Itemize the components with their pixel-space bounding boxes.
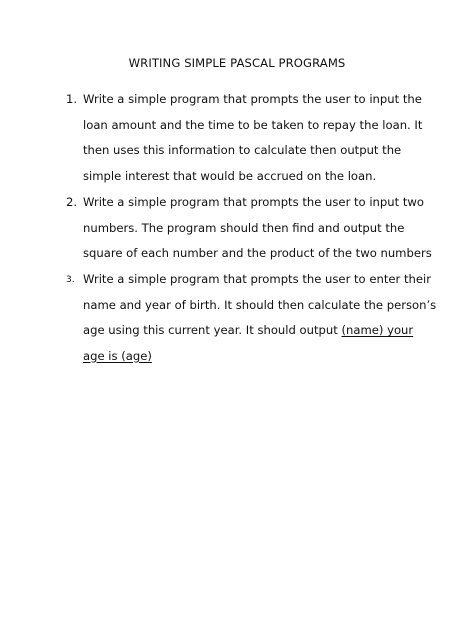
question-3-line-3 xyxy=(83,318,426,344)
question-2-line-1: Write a simple program that prompts the user to input two xyxy=(83,195,424,209)
question-1-line-2: loan amount and the time to be taken to repay the loan. It xyxy=(83,117,423,132)
question-text xyxy=(83,267,437,369)
question-2 xyxy=(66,190,432,267)
question-3 xyxy=(66,267,437,369)
underlined-output-text: (name) your xyxy=(341,323,414,337)
question-1-line-3: then uses this information to calculate then output the xyxy=(83,143,402,157)
question-3-line-2: name and year of birth. It should then calculate the person’s xyxy=(83,297,437,312)
question-3-line-1: Write a simple program that prompts the user to enter their xyxy=(83,272,431,286)
question-number: 3. xyxy=(66,275,75,285)
question-text xyxy=(83,87,426,189)
question-1-line-4: simple interest that would be accrued on the loan. xyxy=(83,168,377,183)
question-3-line-3-text: age using this current year. It should output xyxy=(83,323,342,337)
question-number: 2. xyxy=(66,195,78,209)
question-1 xyxy=(66,87,426,189)
document-title: WRITING SIMPLE PASCAL PROGRAMS xyxy=(128,56,346,70)
question-2-line-2: numbers. The program should then find and output the xyxy=(83,220,405,235)
question-3-line-4 xyxy=(83,344,426,370)
question-text xyxy=(83,190,432,267)
question-2-line-3: square of each number and the product of the two numbers xyxy=(83,246,432,260)
underlined-output-text: age is (age) xyxy=(83,348,152,363)
question-number: 1. xyxy=(66,92,78,106)
question-1-line-1: Write a simple program that prompts the user to input the xyxy=(83,92,422,106)
